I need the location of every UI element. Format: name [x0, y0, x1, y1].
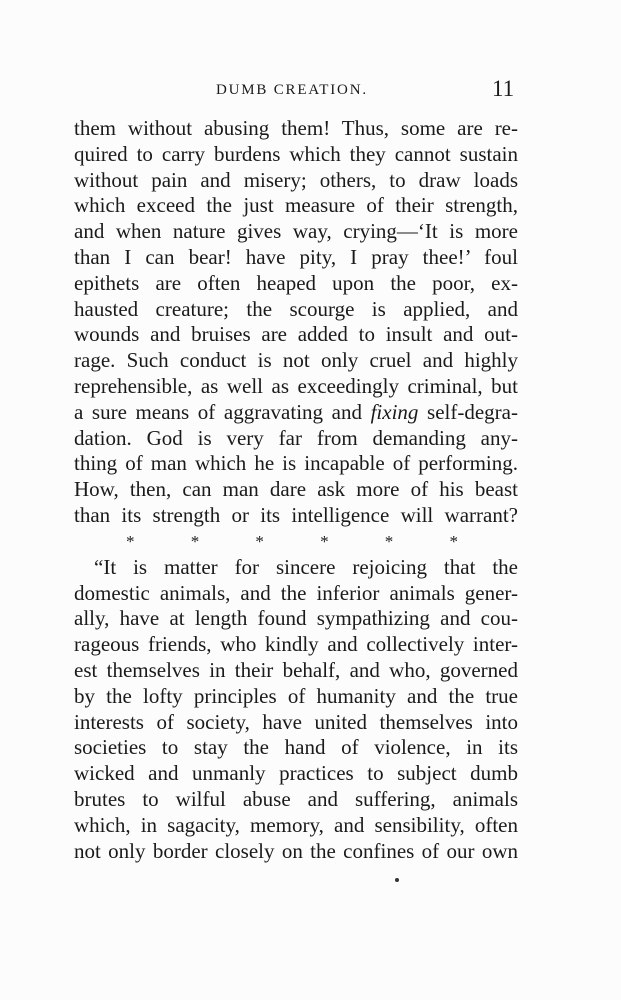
asterisk: * — [320, 531, 329, 551]
body-text — [74, 116, 518, 864]
text-fragment: a sure means of aggravating and — [74, 399, 371, 424]
text-line: than I can bear! have pity, I pray thee!’ foul — [74, 244, 518, 269]
asterisk: * — [449, 531, 458, 551]
text-line: thing of man which he is incapable of performing. — [74, 451, 518, 476]
text-line: quired to carry burdens which they cannot sustain — [74, 141, 518, 166]
text-line: rage. Such conduct is not only cruel and highly — [74, 348, 518, 373]
text-line-with-emphasis — [74, 400, 518, 426]
text-line: interests of society, have united themselves into — [74, 709, 518, 734]
text-line: which, in sagacity, memory, and sensibility, often — [74, 812, 518, 837]
asterisk: * — [126, 531, 135, 551]
text-line: “It is matter for sincere rejoicing that the — [94, 554, 518, 579]
asterisk: * — [384, 531, 394, 551]
text-line: domestic animals, and the inferior animals gener- — [74, 580, 518, 605]
text-line: which exceed the just measure of their strength, — [74, 193, 518, 218]
text-line: hausted creature; the scourge is applied, and — [74, 296, 518, 321]
text-line: ally, have at length found sympathizing and cou- — [74, 606, 518, 631]
text-line: reprehensible, as well as exceedingly criminal, but — [74, 373, 518, 398]
text-line: dation. God is very far from demanding any- — [74, 425, 518, 450]
page-number: 11 — [492, 76, 515, 101]
text-line: wounds and bruises are added to insult and out- — [74, 322, 518, 347]
text-line: than its strength or its intelligence will warrant? — [74, 502, 518, 527]
text-line: by the lofty principles of humanity and the true — [74, 683, 518, 708]
text-line: them without abusing them! Thus, some are re- — [74, 116, 518, 140]
text-fragment: self-degra- — [418, 399, 518, 424]
text-line: est themselves in their behalf, and who, governed — [74, 657, 518, 682]
text-line: without pain and misery; others, to draw loads — [74, 167, 518, 192]
text-line: and when nature gives way, crying—‘It is more — [74, 219, 518, 244]
emphasized-word: fixing — [370, 399, 419, 424]
text-line: rageous friends, who kindly and collectively inter- — [74, 632, 518, 657]
ink-speck — [395, 878, 399, 882]
text-line: societies to stay the hand of violence, in its — [74, 735, 518, 760]
text-line: How, then, can man dare ask more of his beast — [74, 477, 518, 502]
asterisk: * — [190, 531, 200, 551]
running-title: DUMB CREATION. — [216, 82, 368, 98]
asterisk: * — [255, 531, 264, 551]
text-line: not only border closely on the confines of our own — [74, 838, 518, 863]
text-line: brutes to wilful abuse and suffering, animals — [74, 786, 518, 811]
text-line: wicked and unmanly practices to subject dumb — [74, 761, 518, 786]
section-break-asterisks — [74, 529, 518, 555]
text-line: epithets are often heaped upon the poor, ex- — [74, 270, 518, 295]
